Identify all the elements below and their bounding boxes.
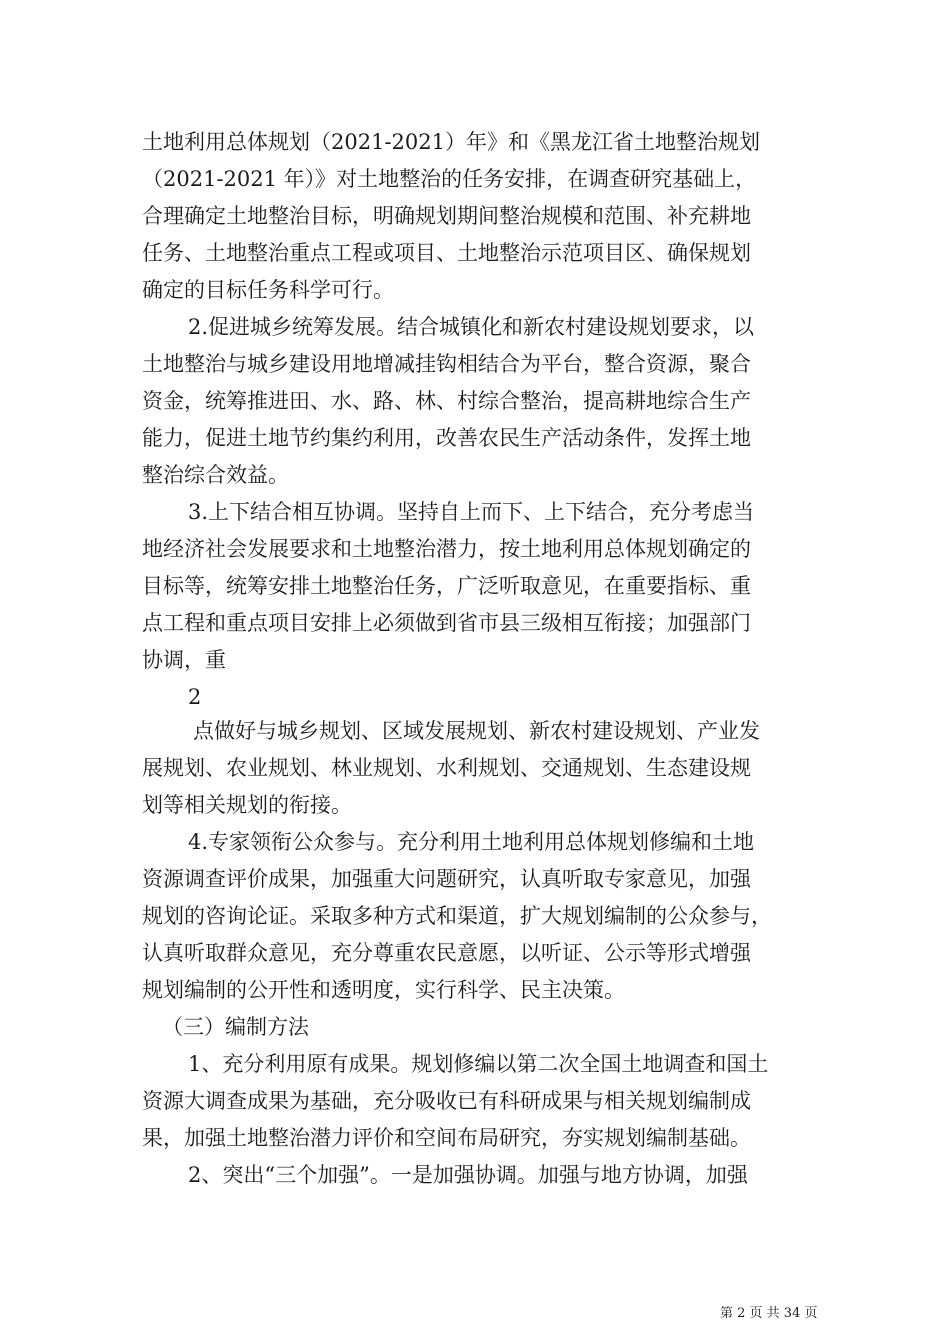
text-line: 资金，统筹推进田、水、路、林、村综合整治，提高耕地综合生产 bbox=[142, 389, 751, 413]
text-line: 土地整治与城乡建设用地增减挂钩相结合为平台，整合资源，聚合 bbox=[142, 352, 751, 376]
text-line: （2021-2021 年）》对土地整治的任务安排，在调查研究基础上， bbox=[142, 167, 757, 191]
inline-page-number: 2 bbox=[188, 685, 202, 709]
text-line: 划等相关规划的衔接。 bbox=[142, 793, 352, 817]
text-line: 地经济社会发展要求和土地整治潜力，按土地利用总体规划确定的 bbox=[142, 537, 751, 561]
page-footer: 第 2 页 共 34 页 bbox=[720, 1306, 818, 1321]
text-line: 规划的咨询论证。采取多种方式和渠道，扩大规划编制的公众参与， bbox=[142, 904, 772, 928]
text-line: 整治综合效益。 bbox=[142, 463, 289, 487]
paragraph-start: 2、突出“三个加强”。一是加强协调。加强与地方协调，加强 bbox=[188, 1163, 748, 1187]
text-line: 任务、土地整治重点工程或项目、土地整治示范项目区、确保规划 bbox=[142, 241, 751, 265]
paragraph-start: 1、充分利用原有成果。规划修编以第二次全国土地调查和国土 bbox=[188, 1052, 769, 1076]
text-line: 展规划、农业规划、林业规划、水利规划、交通规划、生态建设规 bbox=[142, 756, 751, 780]
text-line: 点工程和重点项目安排上必须做到省市县三级相互衔接；加强部门 bbox=[142, 611, 751, 635]
section-heading: （三）编制方法 bbox=[162, 1015, 309, 1039]
text-line: 果，加强土地整治潜力评价和空间布局研究，夯实规划编制基础。 bbox=[142, 1126, 751, 1150]
paragraph-start: 2.促进城乡统筹发展。结合城镇化和新农村建设规划要求，以 bbox=[188, 315, 755, 339]
text-line: 点做好与城乡规划、区域发展规划、新农村建设规划、产业发 bbox=[193, 719, 760, 743]
text-line: 土地利用总体规划（2021-2021）年》和《黑龙江省土地整治规划 bbox=[142, 130, 760, 154]
paragraph-start: 4.专家领衔公众参与。充分利用土地利用总体规划修编和土地 bbox=[188, 830, 755, 854]
text-line: 合理确定土地整治目标，明确规划期间整治规模和范围、补充耕地 bbox=[142, 204, 751, 228]
text-line: 确定的目标任务科学可行。 bbox=[142, 278, 394, 302]
text-line: 资源大调查成果为基础，充分吸收已有科研成果与相关规划编制成 bbox=[142, 1089, 751, 1113]
paragraph-start: 3.上下结合相互协调。坚持自上而下、上下结合，充分考虑当 bbox=[188, 500, 755, 524]
text-line: 协调，重 bbox=[142, 648, 226, 672]
text-line: 目标等，统筹安排土地整治任务，广泛听取意见，在重要指标、重 bbox=[142, 574, 751, 598]
text-line: 规划编制的公开性和透明度，实行科学、民主决策。 bbox=[142, 978, 625, 1002]
text-line: 资源调查评价成果，加强重大问题研究，认真听取专家意见，加强 bbox=[142, 867, 751, 891]
text-line: 能力，促进土地节约集约利用，改善农民生产活动条件，发挥土地 bbox=[142, 426, 751, 450]
text-line: 认真听取群众意见，充分尊重农民意愿，以听证、公示等形式增强 bbox=[142, 941, 751, 965]
